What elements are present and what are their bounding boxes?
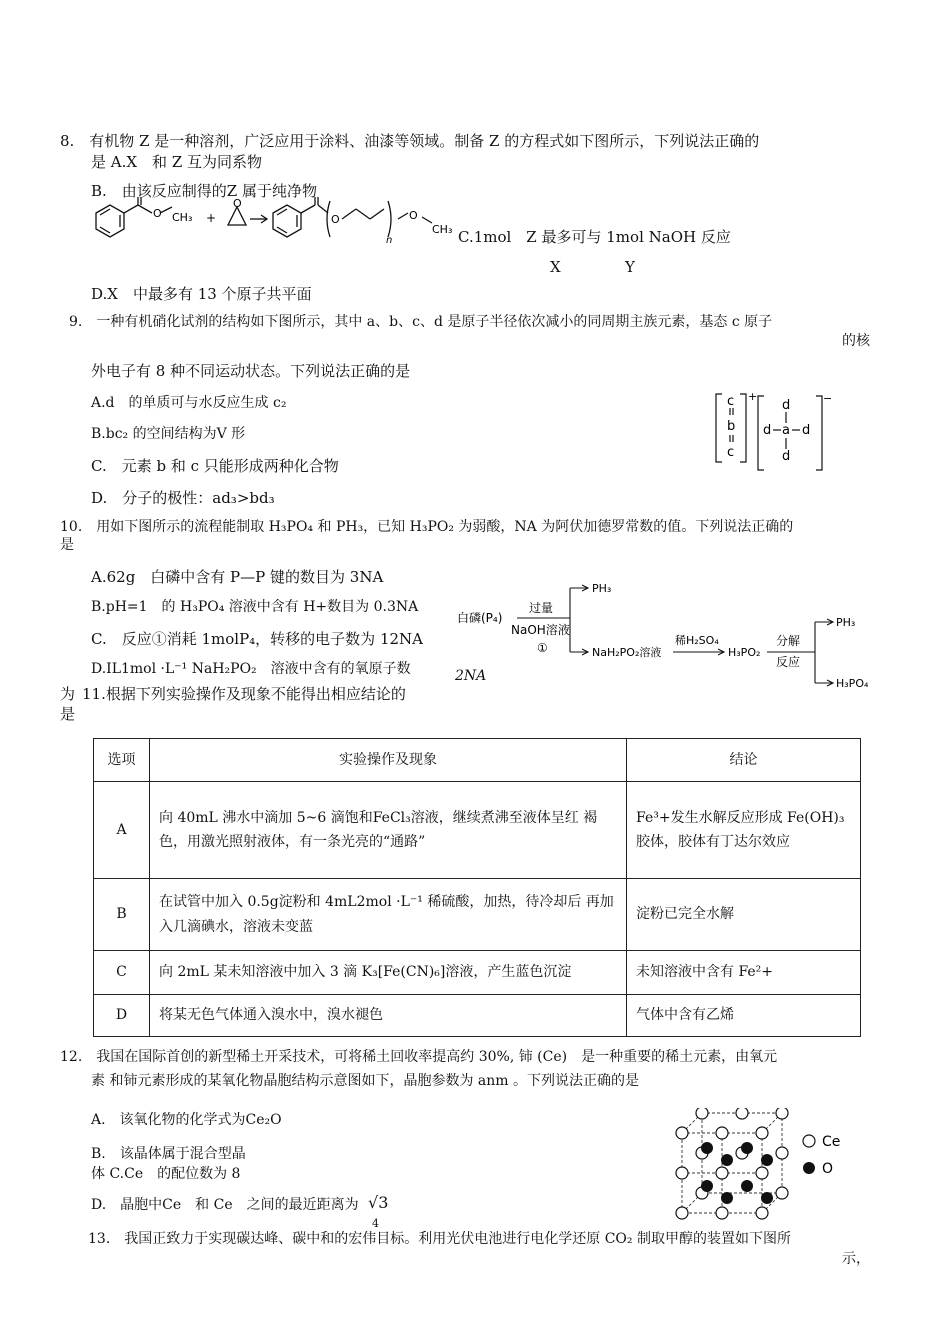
q8-stem-line1: 8. 有机物 Z 是一种溶剂，广泛应用于涂料、油漆等领域。制备 Z 的方程式如下图所示，下列说法正确的: [60, 132, 760, 150]
q9-atom-b: b: [727, 419, 736, 434]
row-operation: 在试管中加入 0.5g淀粉和 4mL2mol ·L⁻¹ 稀硫酸，加热，待冷却后 再加入几滴碘水，溶液未变蓝: [150, 879, 627, 951]
q10-flow-h3po2: H₃PO₂: [728, 646, 761, 659]
header-conclusion: 结论: [627, 739, 861, 782]
q12-option-a: A. 该氧化物的化学式为Ce₂O: [91, 1112, 282, 1128]
q10-option-a: A.62g 白磷中含有 P—P 键的数目为 3NA: [91, 568, 384, 586]
q9-stem-line2: 外电子有 8 种不同运动状态。下列说法正确的是: [91, 362, 411, 380]
row-conclusion: Fe³+发生水解反应形成 Fe(OH)₃胶体，胶体有丁达尔效应: [627, 782, 861, 879]
q9-stem-line1: 9. 一种有机硝化试剂的结构如下图所示，其中 a、b、c、d 是原子半径依次减小的同周期主族元素，基态 c 原子: [69, 314, 773, 330]
q13-stem-line2: 示，: [842, 1251, 870, 1267]
q12-option-d: D. 晶胞中Ce 和 Ce 之间的最近距离为: [91, 1197, 359, 1213]
q9-atom-d-left: d: [763, 423, 772, 438]
row-operation: 向 40mL 沸水中滴加 5~6 滴饱和FeCl₃溶液，继续煮沸至液体呈红 褐色，用激光照射液体，有一条光亮的“通路”: [150, 782, 627, 879]
row-conclusion: 未知溶液中含有 Fe²+: [627, 951, 861, 995]
q12-stem-line1: 12. 我国在国际首创的新型稀土开采技术，可将稀土回收率提高约 30%, 铈 (Ce) 是一种重要的稀土元素，由氧元: [60, 1049, 778, 1065]
q9-charge-plus: +: [748, 390, 758, 403]
q10-flow-reaction: 反应: [776, 655, 801, 669]
q10-option-d-suffix: 为: [60, 685, 76, 703]
table-row: [94, 951, 861, 995]
q12-option-c: 体 C.Ce 的配位数为 8: [91, 1166, 241, 1182]
row-operation: 将某无色气体通入溴水中，溴水褪色: [150, 995, 627, 1037]
q10-flow-decomp: 分解: [776, 634, 801, 648]
svg-text:O: O: [409, 209, 418, 222]
q9-option-c: C. 元素 b 和 c 只能形成两种化合物: [91, 457, 339, 475]
q10-flow-naoh: NaOH溶液: [511, 623, 570, 637]
row-option: D: [94, 995, 150, 1037]
row-option: A: [94, 782, 150, 879]
q8-reaction-scheme: [88, 195, 468, 250]
row-option: B: [94, 879, 150, 951]
q10-flow-step: ①: [537, 641, 548, 655]
q8-methyl-x: CH₃: [172, 211, 193, 224]
q12-option-b: B. 该晶体属于混合型晶: [91, 1146, 246, 1162]
q8-n: n: [386, 235, 393, 246]
q9-atom-d-top: d: [782, 398, 791, 413]
q10-option-c: C. 反应①消耗 1molP₄，转移的电子数为 12NA: [91, 630, 423, 648]
table-row: [94, 995, 861, 1037]
table-header-row: [94, 739, 861, 782]
q10-flow-excess: 过量: [529, 601, 554, 615]
q9-charge-minus: −: [823, 392, 832, 405]
q8-option-d: D.X 中最多有 13 个原子共平面: [91, 285, 312, 303]
q10-flow-diagram: [455, 578, 885, 696]
q8-option-c: C.1mol Z 最多可与 1mol NaOH 反应: [458, 228, 731, 246]
q11-stem-line2: 是: [60, 705, 76, 723]
q8-label-y: Y: [625, 258, 635, 276]
q10-flow-ph3: PH₃: [592, 582, 612, 595]
header-operation: 实验操作及现象: [150, 739, 627, 782]
q10-flow-start: 白磷(P₄): [457, 611, 503, 625]
q9-atom-c-top: c: [727, 394, 735, 409]
q9-option-a: A.d 的单质可与水反应生成 c₂: [91, 395, 287, 411]
q12-stem-line2: 素 和铈元素形成的某氧化物晶胞结构示意图如下，晶胞参数为 anm 。下列说法正确的是: [91, 1073, 639, 1089]
q9-atom-a: a: [782, 423, 790, 438]
q9-atom-d-right: d: [802, 423, 811, 438]
q9-option-b: B.bc₂ 的空间结构为V 形: [91, 426, 246, 442]
q9-atom-c-bottom: c: [727, 445, 735, 460]
svg-text:O: O: [153, 207, 162, 220]
q10-stem-line1: 10. 用如下图所示的流程能制取 H₃PO₄ 和 PH₃，已知 H₃PO₂ 为弱酸，NA 为阿伏加德罗常数的值。下列说法正确的: [60, 519, 794, 535]
q10-option-d: D.IL1mol ·L⁻¹ NaH₂PO₂ 溶液中含有的氧原子数: [91, 661, 411, 677]
q12-legend-o: O: [822, 1161, 834, 1177]
q13-stem-line1: 13. 我国正致力于实现碳达峰、碳中和的宏伟目标。利用光伏电池进行电化学还原 CO₂ 制取甲醇的装置如下图所: [88, 1231, 791, 1247]
row-conclusion: 淀粉已完全水解: [627, 879, 861, 951]
q10-flow-nah2po2: NaH₂PO₂溶液: [592, 646, 662, 659]
q12-crystal-cell-diagram: [672, 1108, 852, 1220]
q9-option-d: D. 分子的极性：ad₃>bd₃: [91, 489, 275, 507]
svg-text:O: O: [331, 213, 340, 226]
q10-stem-line2: 是: [60, 537, 74, 553]
row-conclusion: 气体中含有乙烯: [627, 995, 861, 1037]
q12-legend-ce: Ce: [822, 1134, 841, 1150]
row-option: C: [94, 951, 150, 995]
q8-stem-line2: 是 A.X 和 Z 互为同系物: [91, 153, 263, 171]
q8-plus: +: [206, 211, 217, 225]
q10-flow-dilute: 稀H₂SO₄: [675, 634, 719, 647]
q11-stem-line1: 11.根据下列实验操作及现象不能得出相应结论的: [82, 685, 406, 703]
q8-label-x: X: [550, 258, 561, 276]
q10-flow-ph3-b: PH₃: [836, 616, 856, 629]
q10-option-b: B.pH=1 的 H₃PO₄ 溶液中含有 H+数目为 0.3NA: [91, 599, 419, 615]
table-row: [94, 879, 861, 951]
q9-atom-d-bottom: d: [782, 449, 791, 464]
q9-stem-line1b: 的核: [842, 333, 870, 349]
table-row: [94, 782, 861, 879]
row-operation: 向 2mL 某未知溶液中加入 3 滴 K₃[Fe(CN)₆]溶液，产生蓝色沉淀: [150, 951, 627, 995]
q11-table: [93, 738, 861, 1037]
header-option: 选项: [94, 739, 150, 782]
q8-methyl-z: CH₃: [432, 223, 453, 236]
q8-option-b: B. 由该反应制得的Z 属于纯净物: [91, 182, 317, 200]
q12-sqrt-value: √3: [368, 1193, 389, 1212]
q10-option-d-2na: 2NA: [455, 668, 487, 684]
svg-text:O: O: [233, 197, 242, 210]
q12-fraction-denominator: 4: [372, 1217, 379, 1230]
q9-structure-diagram: [712, 390, 832, 475]
q10-flow-h3po4: H₃PO₄: [836, 677, 869, 690]
